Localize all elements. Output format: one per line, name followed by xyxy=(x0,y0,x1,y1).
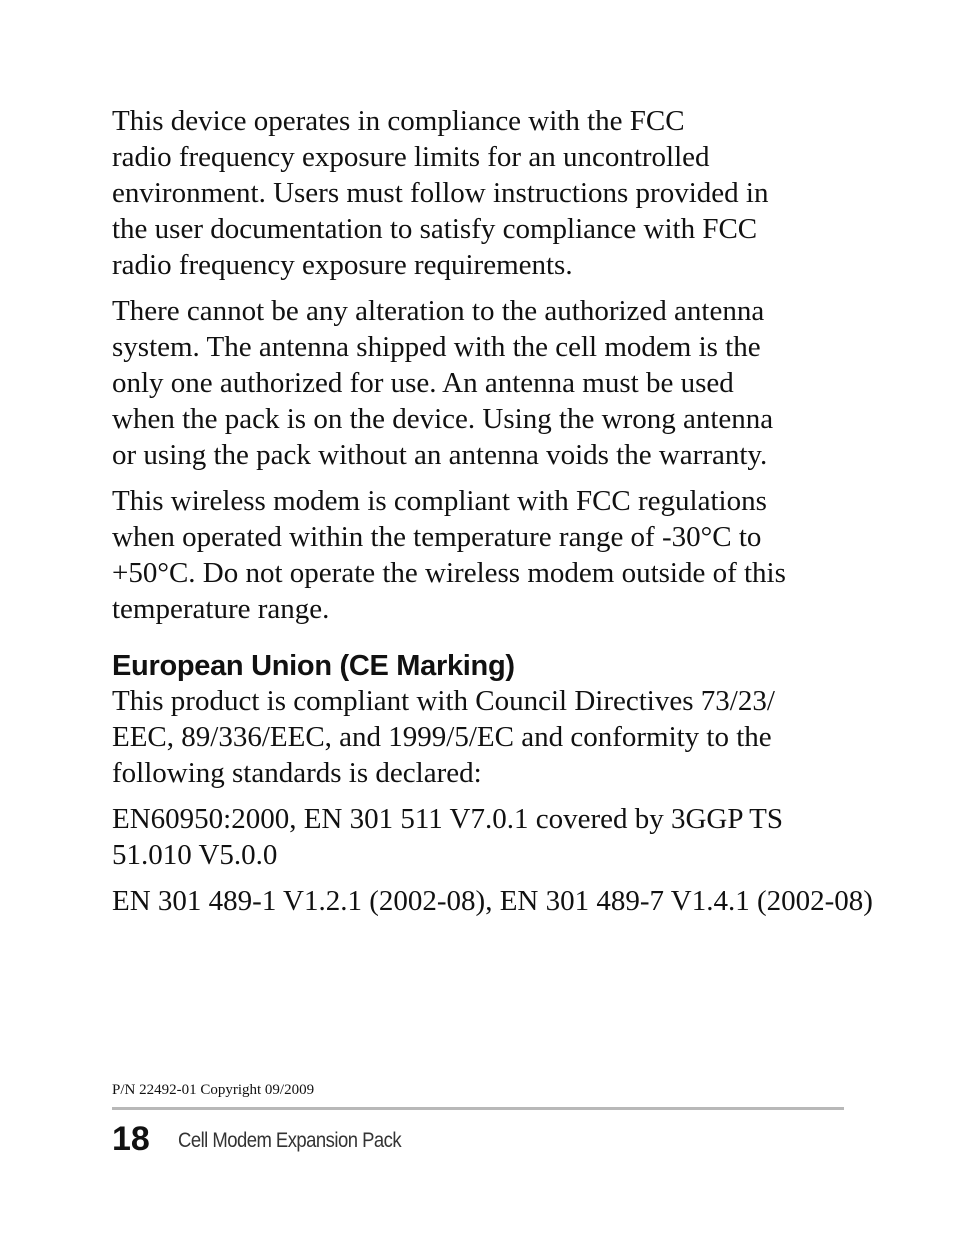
text-line: There cannot be any alteration to the authorized antenna xyxy=(112,295,765,327)
section-heading-eu: European Union (CE Marking) xyxy=(112,650,515,682)
text-line: environment. Users must follow instructions provided in xyxy=(112,177,769,209)
text-line: system. The antenna shipped with the cell modem is the xyxy=(112,331,761,363)
text-line: This device operates in compliance with the FCC xyxy=(112,105,685,137)
page-body xyxy=(112,103,873,929)
page-number: 18 xyxy=(112,1120,150,1158)
running-title: Cell Modem Expansion Pack xyxy=(178,1129,402,1152)
text-line: EN 301 489-1 V1.2.1 (2002-08), EN 301 489-7 V1.4.1 (2002-08) xyxy=(112,885,873,917)
text-line: or using the pack without an antenna voids the warranty. xyxy=(112,439,768,471)
part-number-copyright: P/N 22492-01 Copyright 09/2009 xyxy=(112,1082,315,1098)
antenna-paragraph xyxy=(112,293,852,473)
text-line: the user documentation to satisfy compliance with FCC xyxy=(112,213,758,245)
ce-directives-paragraph xyxy=(112,683,852,791)
text-line: This product is compliant with Council Directives 73/23/ xyxy=(112,685,775,717)
standards-paragraph xyxy=(112,801,852,873)
text-line: EN60950:2000, EN 301 511 V7.0.1 covered by 3GGP TS xyxy=(112,803,783,835)
text-line: EEC, 89/336/EEC, and 1999/5/EC and conformity to the xyxy=(112,721,772,753)
text-line: following standards is declared: xyxy=(112,757,482,789)
emc-standards-paragraph xyxy=(112,883,873,919)
text-line: 51.010 V5.0.0 xyxy=(112,839,278,871)
text-line: This wireless modem is compliant with FCC regulations xyxy=(112,485,767,517)
text-line: radio frequency exposure requirements. xyxy=(112,249,573,281)
footer-divider xyxy=(112,1107,844,1110)
text-line: temperature range. xyxy=(112,593,330,625)
text-line: only one authorized for use. An antenna must be used xyxy=(112,367,734,399)
fcc-exposure-paragraph xyxy=(112,103,852,283)
temperature-paragraph xyxy=(112,483,852,627)
text-line: when the pack is on the device. Using the wrong antenna xyxy=(112,403,774,435)
text-line: radio frequency exposure limits for an uncontrolled xyxy=(112,141,710,173)
text-line: +50°C. Do not operate the wireless modem outside of this xyxy=(112,557,786,589)
text-line: when operated within the temperature range of -30°C to xyxy=(112,521,762,553)
